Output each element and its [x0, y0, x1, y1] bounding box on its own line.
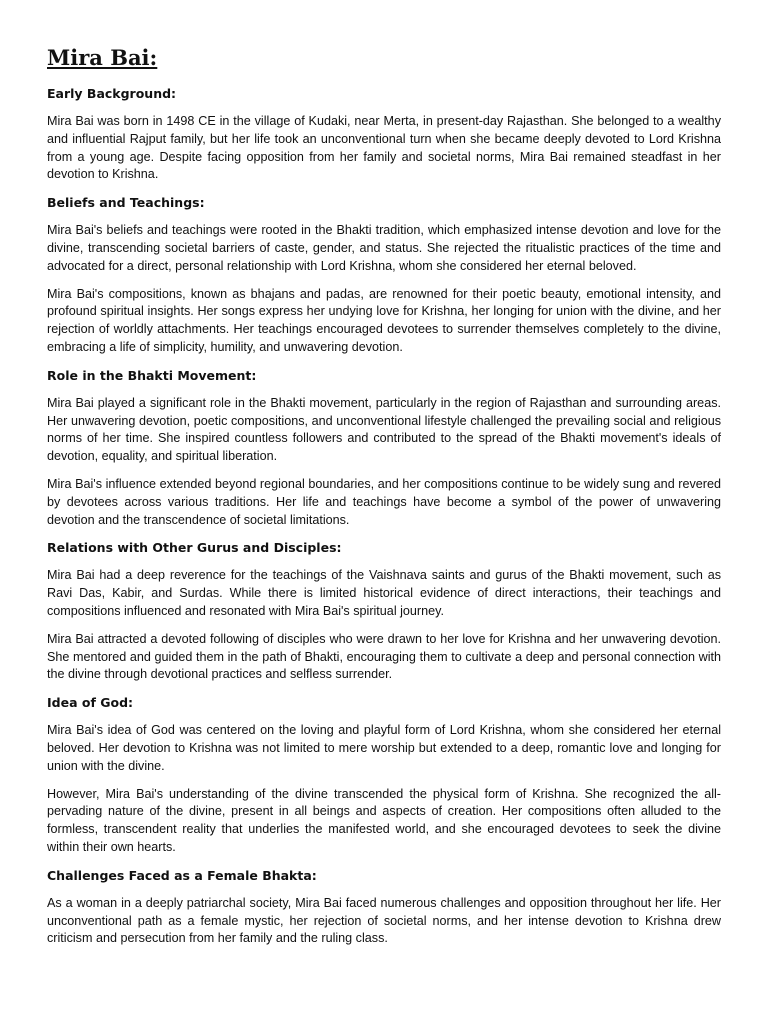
paragraph: Mira Bai's compositions, known as bhajans and padas, are renowned for their poetic beauty, emotional intensity, and profound spiritual insights. Her songs express her undying love for Krishna, her longing for union with the divine, and her rejection of worldly attachments. Her teachings encouraged devotees to surrender themselves completely to the divine, embracing a life of simplicity, humility, and unwavering devotion. — [47, 286, 721, 354]
heading-relations-with-gurus: Relations with Other Gurus and Disciples: — [47, 540, 342, 556]
paragraph: Mira Bai's idea of God was centered on the loving and playful form of Lord Krishna, whom she considered her eternal beloved. Her devotion to Krishna was not limited to mere worship but extended to a deep, romantic love and longing for union with the divine. — [47, 723, 721, 773]
heading-idea-of-god: Idea of God: — [47, 695, 134, 711]
heading-role-in-bhakti-movement: Role in the Bhakti Movement: — [47, 367, 257, 383]
paragraph: Mira Bai's beliefs and teachings were rooted in the Bhakti tradition, which emphasized intense devotion and love for the divine, transcending societal barriers of caste, gender, and status. She rejected the ritualistic practices of the time and advocated for a direct, personal relationship with Lord Krishna, whom she considered her eternal beloved. — [47, 223, 721, 273]
document-page — [47, 44, 721, 958]
document-title: Mira Bai: — [47, 45, 158, 70]
heading-beliefs-and-teachings: Beliefs and Teachings: — [47, 195, 205, 211]
heading-challenges-female-bhakta: Challenges Faced as a Female Bhakta: — [47, 867, 317, 883]
paragraph: However, Mira Bai's understanding of the divine transcended the physical form of Krishna. She recognized the all-pervading nature of the divine, present in all beings and aspects of creation. Her compositions often alluded to the formless, transcendent reality that underlies the manifested world, and she encouraged devotees to seek the divine within their own hearts. — [47, 786, 721, 854]
paragraph: Mira Bai attracted a devoted following of disciples who were drawn to her love for Krishna and her unwavering devotion. She mentored and guided them in the path of Bhakti, encouraging them to cultivate a deep and personal connection with the divine through devotional practices and selfless surrender. — [47, 631, 721, 682]
paragraph: As a woman in a deeply patriarchal society, Mira Bai faced numerous challenges and opposition throughout her life. Her unconventional path as a female mystic, her rejection of societal norms, and her intense devotion to Krishna drew criticism and persecution from her family and the ruling class. — [47, 895, 721, 946]
paragraph: Mira Bai had a deep reverence for the teachings of the Vaishnava saints and gurus of the Bhakti movement, such as Ravi Das, Kabir, and Surdas. While there is limited historical evidence of direct interactions, their teachings and compositions influenced and resonated with Mira Bai's spiritual journey. — [47, 568, 721, 618]
paragraph: Mira Bai's influence extended beyond regional boundaries, and her compositions continue to be widely sung and revered by devotees across various traditions. Her life and teachings have become a symbol of the power of unwavering devotion and the transcendence of societal limitations. — [47, 476, 721, 527]
paragraph: Mira Bai played a significant role in the Bhakti movement, particularly in the region of Rajasthan and surrounding areas. Her unwavering devotion, poetic compositions, and unconventional lifestyle challenged the prevailing social and religious norms of her time. She inspired countless followers and contributed to the spread of the Bhakti movement's ideals of devotion, equality, and spiritual liberation. — [47, 395, 721, 464]
paragraph: Mira Bai was born in 1498 CE in the village of Kudaki, near Merta, in present-day Rajasthan. She belonged to a wealthy and influential Rajput family, but her life took an unconventional turn when she became deeply devoted to Lord Krishna from a young age. Despite facing opposition from her family and societal norms, Mira Bai remained steadfast in her devotion to Krishna. — [47, 114, 721, 182]
heading-early-background: Early Background: — [47, 86, 177, 101]
